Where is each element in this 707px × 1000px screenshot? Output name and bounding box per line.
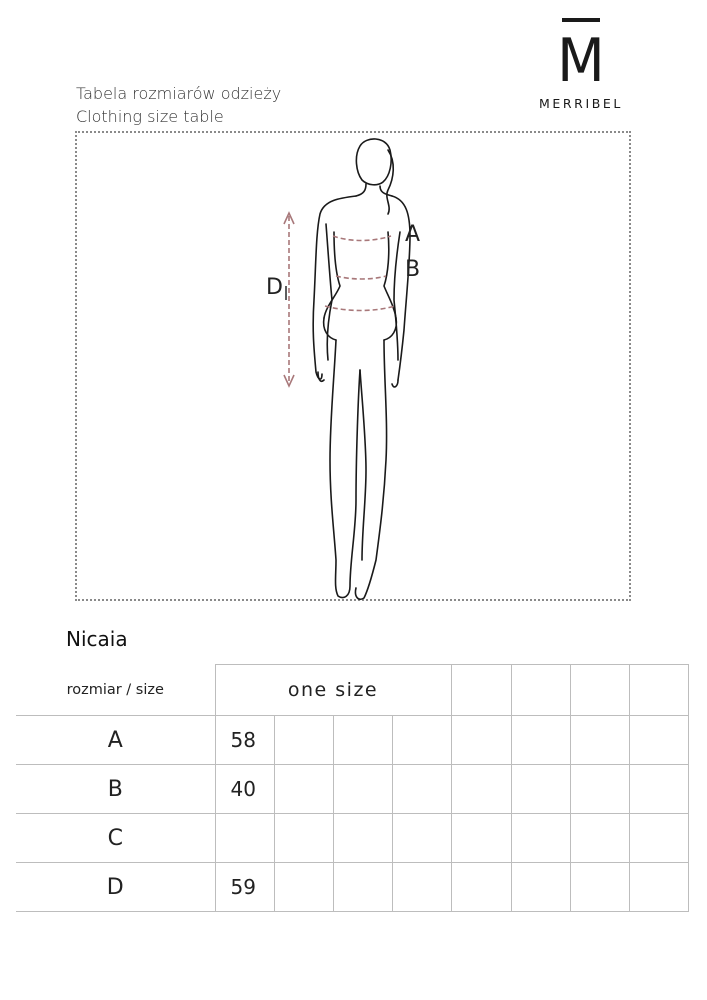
title-english: Clothing size table — [76, 107, 224, 126]
row-value-d: 59 — [215, 863, 274, 912]
row-label-c: C — [16, 814, 215, 863]
empty-cell — [451, 814, 511, 863]
empty-cell — [570, 665, 629, 716]
measure-label-a: A — [405, 222, 421, 247]
table-row — [16, 863, 688, 912]
empty-cell — [333, 814, 392, 863]
empty-cell — [511, 863, 570, 912]
empty-cell — [629, 665, 688, 716]
empty-cell — [392, 716, 451, 765]
empty-cell — [451, 765, 511, 814]
empty-cell — [274, 863, 333, 912]
table-row — [16, 814, 688, 863]
empty-cell — [629, 765, 688, 814]
empty-cell — [333, 863, 392, 912]
table-row — [16, 716, 688, 765]
logo-wordmark: MERRIBEL — [539, 96, 623, 111]
row-label-b: B — [16, 765, 215, 814]
row-label-d: D — [16, 863, 215, 912]
title-polish: Tabela rozmiarów odzieży — [76, 84, 282, 103]
empty-cell — [392, 765, 451, 814]
product-name: Nicaia — [66, 627, 128, 651]
empty-cell — [570, 765, 629, 814]
empty-cell — [451, 665, 511, 716]
size-table — [16, 664, 689, 912]
size-header-label: rozmiar / size — [16, 665, 215, 716]
empty-cell — [629, 716, 688, 765]
measure-label-d: D — [266, 275, 283, 300]
empty-cell — [511, 716, 570, 765]
row-value-a: 58 — [215, 716, 274, 765]
size-column-one-size: one size — [215, 665, 451, 716]
empty-cell — [451, 863, 511, 912]
empty-cell — [333, 716, 392, 765]
measure-label-b: B — [405, 257, 421, 282]
empty-cell — [511, 665, 570, 716]
empty-cell — [511, 765, 570, 814]
table-row — [16, 765, 688, 814]
empty-cell — [570, 716, 629, 765]
empty-cell — [392, 863, 451, 912]
empty-cell — [570, 814, 629, 863]
empty-cell — [570, 863, 629, 912]
logo-mark: M — [557, 26, 605, 96]
row-value-b: 40 — [215, 765, 274, 814]
empty-cell — [274, 814, 333, 863]
empty-cell — [451, 716, 511, 765]
empty-cell — [274, 716, 333, 765]
row-label-a: A — [16, 716, 215, 765]
empty-cell — [511, 814, 570, 863]
size-table-header-row — [16, 665, 688, 716]
empty-cell — [629, 814, 688, 863]
empty-cell — [274, 765, 333, 814]
empty-cell — [629, 863, 688, 912]
empty-cell — [392, 814, 451, 863]
row-value-c — [215, 814, 274, 863]
empty-cell — [333, 765, 392, 814]
